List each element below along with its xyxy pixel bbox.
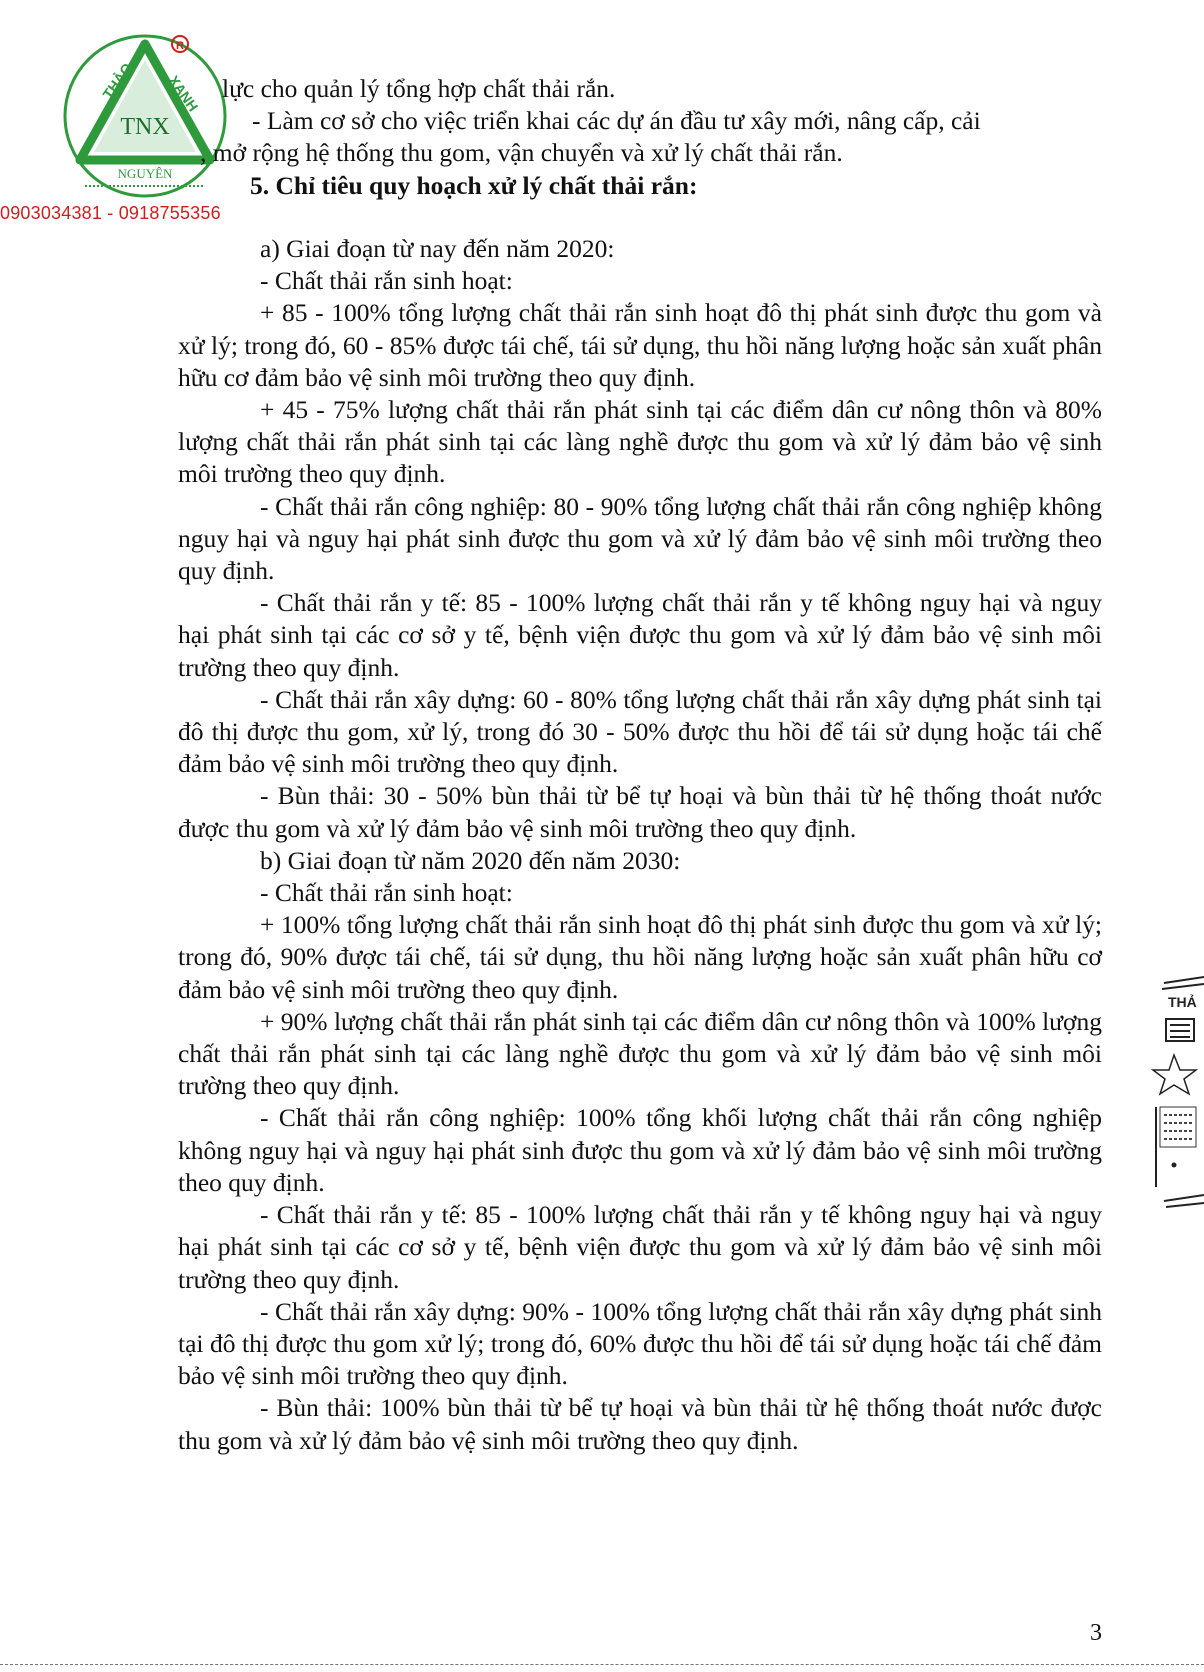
paragraph: - Chất thải rắn công nghiệp: 100% tổng khối lượng chất thải rắn công nghiệp không nguy hại và nguy hại phát sinh được thu gom và xử lý đảm bảo vệ sinh môi trường theo quy định. [178, 1103, 1102, 1197]
logo-arc-left: THẢO [99, 60, 136, 102]
phone-watermark: 0903034381 - 0918755356 [0, 203, 221, 223]
logo-arc-right: XANH [165, 72, 202, 115]
section-heading: 5. Chỉ tiêu quy hoạch xử lý chất thải rắn: [250, 170, 698, 200]
registered-mark: R [176, 40, 184, 52]
paragraph: - Chất thải rắn y tế: 85 - 100% lượng chất thải rắn y tế không nguy hại và nguy hại phát sinh tại các cơ sở y tế, bệnh viện được thu gom và xử lý đảm bảo vệ sinh môi trường theo quy định. [178, 588, 1102, 682]
stamp-text: THẢ [1168, 994, 1197, 1010]
paragraph: + 90% lượng chất thải rắn phát sinh tại các điểm dân cư nông thôn và 100% lượng chất thải rắn phát sinh tại các làng nghề được thu gom và xử lý đảm bảo vệ sinh môi trường theo quy định. [178, 1006, 1102, 1101]
paragraph: - Chất thải rắn sinh hoạt: [260, 266, 513, 296]
logo-arc-bottom: NGUYÊN [117, 166, 173, 181]
paragraph: - Chất thải rắn xây dựng: 90% - 100% tổng lượng chất thải rắn xây dựng phát sinh tại đô thị được thu gom xử lý; trong đó, 60% được thu hồi để tái sử dụng hoặc tái chế đảm bảo vệ sinh môi trường theo quy định. [178, 1296, 1102, 1391]
paragraph: - Chất thải rắn công nghiệp: 80 - 90% tổng lượng chất thải rắn công nghiệp không nguy hại và nguy hại phát sinh được thu gom và xử lý đảm bảo vệ sinh môi trường theo quy định. [178, 491, 1102, 586]
paragraph: - Chất thải rắn sinh hoạt: [260, 878, 513, 908]
main-body [178, 233, 1102, 1457]
paragraph: - Chất thải rắn y tế: 85 - 100% lượng chất thải rắn y tế không nguy hại và nguy hại phát sinh tại các cơ sở y tế, bệnh viện được thu gom và xử lý đảm bảo vệ sinh môi trường theo quy định. [178, 1200, 1102, 1294]
text-line: lực cho quản lý tổng hợp chất thải rắn. [222, 74, 616, 103]
logo-brand: TNX [120, 114, 170, 140]
scan-border [0, 1664, 1204, 1666]
paragraph: - Bùn thải: 100% bùn thải từ bể tự hoại và bùn thải từ hệ thống thoát nước được thu gom và xử lý đảm bảo vệ sinh môi trường theo quy định. [178, 1393, 1102, 1455]
text-line: - Làm cơ sở cho việc triển khai các dự án đầu tư xây mới, nâng cấp, cải [252, 106, 981, 136]
paragraph: + 45 - 75% lượng chất thải rắn phát sinh tại các điểm dân cư nông thôn và 80% lượng chất thải rắn phát sinh tại các làng nghề được thu gom và xử lý đảm bảo vệ sinh môi trường theo quy định. [178, 395, 1102, 489]
page-number: 3 [1090, 1620, 1102, 1646]
paragraph: a) Giai đoạn từ nay đến năm 2020: [260, 234, 615, 263]
paragraph: - Chất thải rắn xây dựng: 60 - 80% tổng lượng chất thải rắn xây dựng phát sinh tại đô thị được thu gom, xử lý, trong đó 30 - 50% được thu hồi để tái sử dụng hoặc tái chế đảm bảo vệ sinh môi trường theo quy định. [178, 684, 1102, 779]
top-block [178, 73, 1102, 202]
partial-stamp [1144, 975, 1204, 1210]
paragraph: - Bùn thải: 30 - 50% bùn thải từ bể tự hoại và bùn thải từ hệ thống thoát nước được thu gom và xử lý đảm bảo vệ sinh môi trường theo quy định. [178, 781, 1102, 843]
paragraph: + 85 - 100% tổng lượng chất thải rắn sinh hoạt đô thị phát sinh được thu gom và xử lý; trong đó, 60 - 85% được tái chế, tái sử dụng, thu hồi năng lượng hoặc sản xuất phân hữu cơ đảm bảo vệ sinh môi trường theo quy định. [178, 298, 1102, 392]
text-line: , mở rộng hệ thống thu gom, vận chuyển và xử lý chất thải rắn. [200, 138, 843, 168]
paragraph: b) Giai đoạn từ năm 2020 đến năm 2030: [260, 845, 681, 875]
paragraph: + 100% tổng lượng chất thải rắn sinh hoạt đô thị phát sinh được thu gom và xử lý; trong đó, 90% được tái chế, tái sử dụng, thu hồi năng lượng hoặc sản xuất phân hữu cơ đảm bảo vệ sinh môi trường theo quy định. [178, 910, 1102, 1004]
